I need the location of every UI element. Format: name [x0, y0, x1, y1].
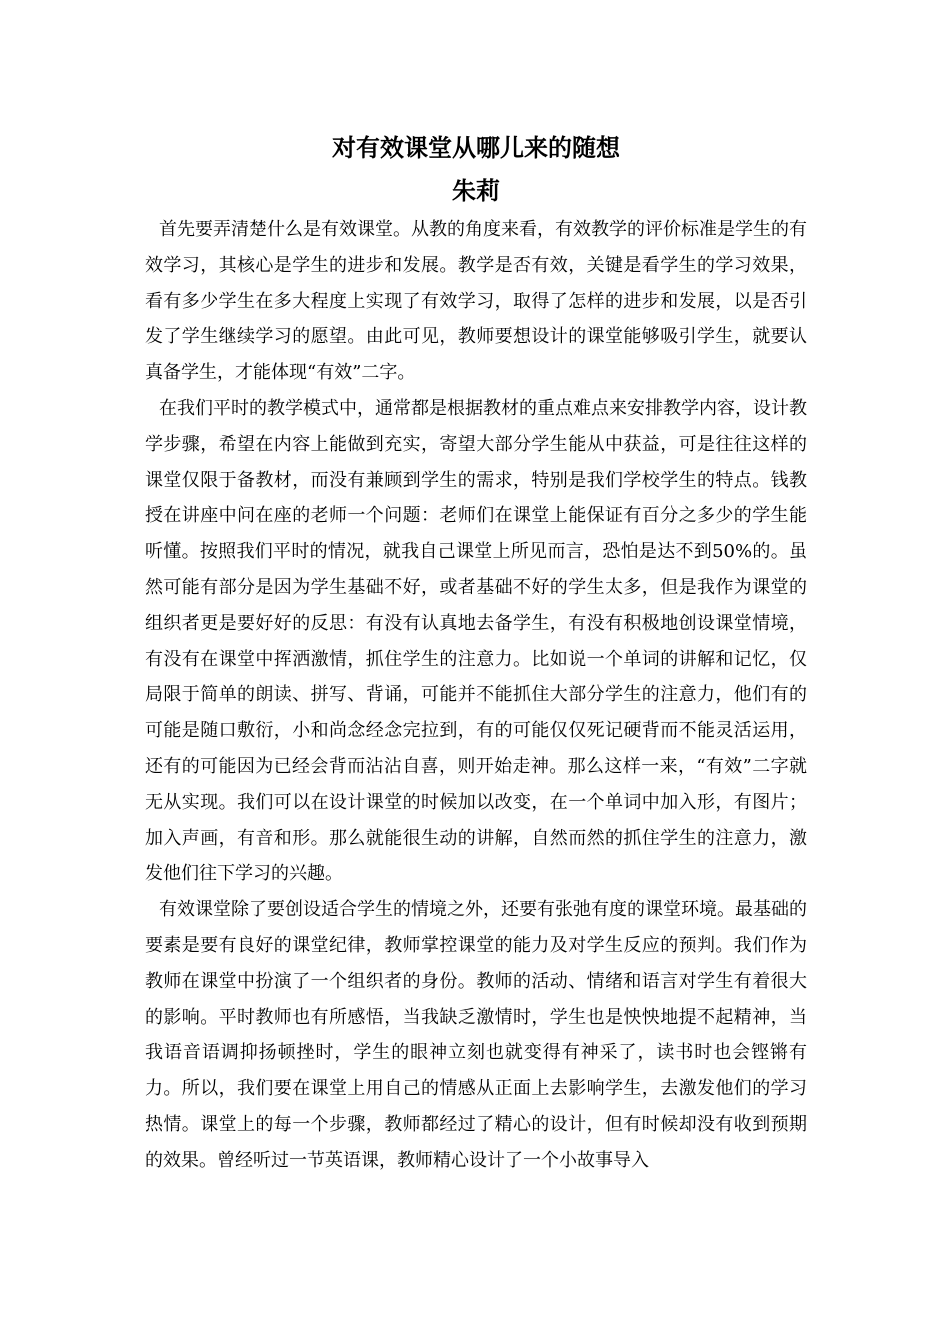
- document-author: 朱莉: [452, 176, 500, 205]
- paragraph-3: 有效课堂除了要创设适合学生的情境之外，还要有张弛有度的课堂环境。最基础的要素是要有良好的课堂纪律，教师掌控课堂的能力及对学生反应的预判。我们作为教师在课堂中扮演了一个组织者的身份。教师的活动、情绪和语言对学生有着很大的影响。平时教师也有所感悟，当我缺乏激情时，学生也是怏怏地提不起精神，当我语音语调抑扬顿挫时，学生的眼神立刻也就变得有神采了，读书时也会铿锵有力。所以，我们要在课堂上用自己的情感从正面上去影响学生，去激发他们的学习热情。课堂上的每一个步骤，教师都经过了精心的设计，但有时候却没有收到预期的效果。曾经听过一节英语课，教师精心设计了一个小故事导入: [145, 899, 807, 1171]
- document-title: 对有效课堂从哪儿来的随想: [332, 133, 620, 162]
- paragraph-2: 在我们平时的教学模式中，通常都是根据教材的重点难点来安排教学内容，设计教学步骤，希望在内容上能做到充实，寄望大部分学生能从中获益，可是往往这样的课堂仅限于备教材，而没有兼顾到学生的需求，特别是我们学校学生的特点。钱教授在讲座中问在座的老师一个问题：老师们在课堂上能保证有百分之多少的学生能听懂。按照我们平时的情况，就我自己课堂上所见而言，恐怕是达不到50%的。虽然可能有部分是因为学生基础不好，或者基础不好的学生太多，但是我作为课堂的组织者更是要好好的反思：有没有认真地去备学生，有没有积极地创设课堂情境，有没有在课堂中挥洒激情，抓住学生的注意力。比如说一个单词的讲解和记忆，仅局限于简单的朗读、拼写、背诵，可能并不能抓住大部分学生的注意力，他们有的可能是随口敷衍，小和尚念经念完拉到，有的可能仅仅死记硬背而不能灵活运用，还有的可能因为已经会背而沾沾自喜，则开始走神。那么这样一来，“有效”二字就无从实现。我们可以在设计课堂的时候加以改变，在一个单词中加入形，有图片；加入声画，有音和形。那么就能很生动的讲解，自然而然的抓住学生的注意力，激发他们往下学习的兴趣。: [145, 397, 807, 885]
- paragraph-1: 首先要弄清楚什么是有效课堂。从教的角度来看，有效教学的评价标准是学生的有效学习，其核心是学生的进步和发展。教学是否有效，关键是看学生的学习效果，看有多少学生在多大程度上实现了有效学习，取得了怎样的进步和发展，以是否引发了学生继续学习的愿望。由此可见，教师要想设计的课堂能够吸引学生，就要认真备学生，才能体现“有效”二字。: [145, 219, 807, 384]
- document-page: [145, 128, 807, 1179]
